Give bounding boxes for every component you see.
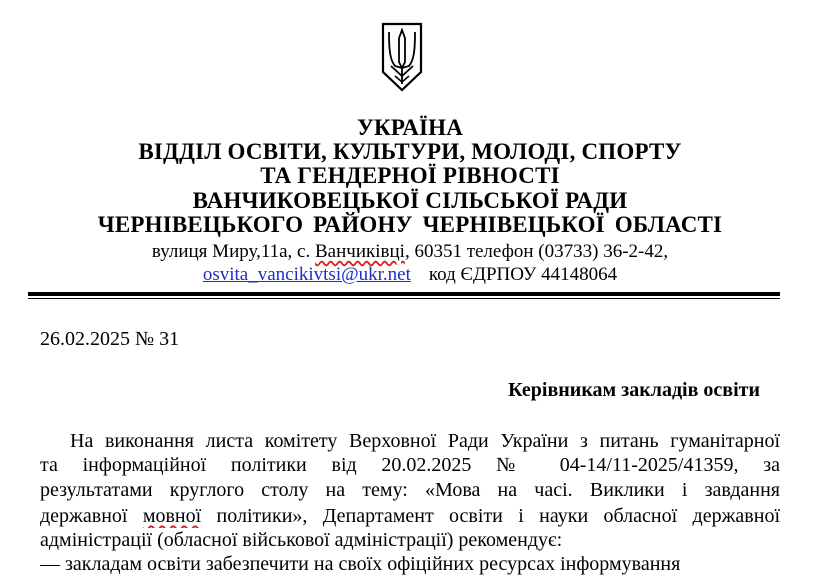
body-line-4-part2: політики», Департамент освіти і науки обласної державної [201, 505, 780, 527]
letterhead-council: ВАНЧИКОВЕЦЬКОЇ СІЛЬСЬКОЇ РАДИ [192, 188, 628, 213]
address-suffix: , 60351 телефон (03733) 36-2-42, [404, 241, 669, 262]
body-line-6: — закладам освіти забезпечити на своїх офіційних ресурсах інформування [40, 553, 681, 575]
date-number: 26.02.2025 № 31 [40, 328, 180, 350]
letterhead-department: ВІДДІЛ ОСВІТИ, КУЛЬТУРИ, МОЛОДІ, СПОРТУ [138, 139, 682, 164]
address-prefix: вулиця Миру,11а, с. [151, 241, 315, 262]
trident-emblem-icon [377, 18, 427, 94]
letterhead-country: УКРАЇНА [356, 115, 464, 140]
address-line [0, 241, 820, 263]
letterhead-district: ЧЕРНІВЕЦЬКОГО РАЙОНУ ЧЕРНІВЕЦЬКОЇ ОБЛАСТІ [97, 212, 723, 237]
email-link[interactable]: osvita_vancikivtsi@ukr.net [202, 264, 411, 285]
letterhead-department-cont: ТА ГЕНДЕРНОЇ РІВНОСТІ [260, 163, 560, 188]
body-line-2: та інформаційної політики від 20.02.2025 № 04-14/11-2025/41359, за [40, 454, 780, 476]
body-line-5: адміністрації (обласної військової адміністрації) рекомендує: [40, 529, 563, 551]
body-line-4 [40, 504, 780, 528]
body-line-4-spell: мовної [142, 505, 202, 527]
body-line-1: На виконання листа комітету Верховної Ради України з питань гуманітарної [70, 430, 780, 452]
contact-line [0, 264, 820, 286]
edrpou-code: код ЄДРПОУ 44148064 [428, 264, 618, 285]
header-divider [28, 292, 780, 296]
body-line-4-part1: державної [40, 505, 143, 527]
body-line-3: результатами круглого столу на тему: «Мова на часі. Виклики і завдання [40, 479, 780, 501]
recipient: Керівникам закладів освіти [508, 379, 760, 401]
village-name: Ванчиківці [315, 241, 405, 262]
header-divider-thin [28, 298, 780, 299]
